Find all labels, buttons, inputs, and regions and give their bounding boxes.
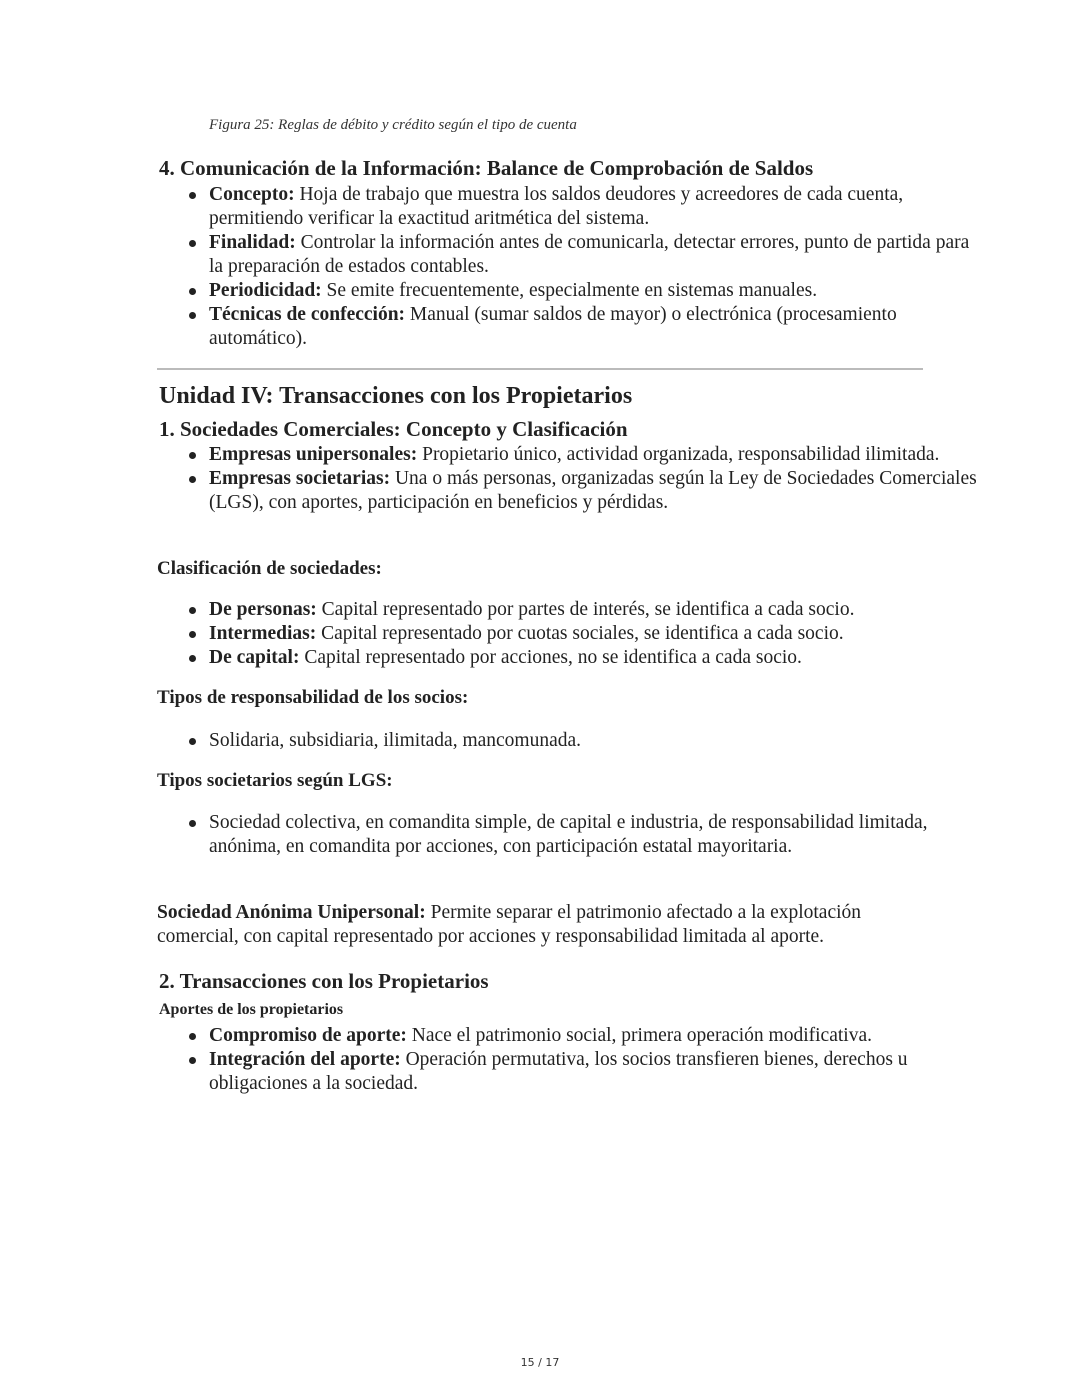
list-item (209, 622, 979, 646)
classification-list (159, 598, 979, 670)
item-term: Integración del aporte: (209, 1049, 401, 1070)
item-term: Concepto: (209, 184, 295, 205)
sau-text: Permite separar el patrimonio afectado a la explotación comercial, con capital representado por acciones y responsabilidad limitada al aporte. (157, 902, 862, 947)
list-item (209, 1048, 979, 1096)
list-item (209, 279, 979, 303)
list-item (209, 443, 979, 467)
list-item (209, 303, 979, 351)
list-item: Sociedad colectiva, en comandita simple, de capital e industria, de responsabilidad limitada, anónima, en comandita por acciones, con participación estatal mayoritaria. (209, 811, 979, 859)
list-item: Solidaria, subsidiaria, ilimitada, mancomunada. (209, 729, 979, 753)
list-item (209, 646, 979, 670)
item-text: Nace el patrimonio social, primera operación modificativa. (406, 1025, 872, 1046)
item-text: Manual (sumar saldos de mayor) o electrónica (procesamiento automático). (209, 304, 897, 349)
item-term: Compromiso de aporte: (209, 1025, 407, 1046)
item-term: Técnicas de confección: (209, 304, 406, 325)
section4-list (159, 183, 979, 351)
item-text: Propietario único, actividad organizada, responsabilidad ilimitada. (417, 444, 940, 465)
item-text: Controlar la información antes de comunicarla, detectar errores, punto de partida para la preparación de estados contables. (209, 232, 970, 277)
sau-term: Sociedad Anónima Unipersonal: (157, 902, 426, 923)
item-term: Periodicidad: (209, 280, 322, 301)
item-term: Intermedias: (209, 623, 317, 644)
list-item (209, 231, 979, 279)
lgs-list (159, 811, 979, 859)
item-text: Una o más personas, organizadas según la Ley de Sociedades Comerciales (LGS), con aportes, participación en beneficios y pérdidas. (209, 468, 977, 513)
item-term: De capital: (209, 647, 300, 668)
company-types-list (159, 443, 979, 515)
contributions-subheading: Aportes de los propietarios (159, 1001, 344, 1018)
item-term: De personas: (209, 599, 317, 620)
item-text: Hoja de trabajo que muestra los saldos deudores y acreedores de cada cuenta, permitiendo verificar la exactitud aritmética del sistema. (209, 184, 904, 229)
item-text: Capital representado por partes de interés, se identifica a cada socio. (316, 599, 855, 620)
contributions-list (159, 1024, 979, 1096)
list-item (209, 467, 979, 515)
classification-heading: Clasificación de sociedades: (157, 558, 382, 579)
list-item (209, 598, 979, 622)
figure-caption: Figura 25: Reglas de débito y crédito según el tipo de cuenta (209, 117, 577, 133)
list-item (209, 183, 979, 231)
divider (157, 368, 923, 370)
item-text: Capital representado por acciones, no se identifica a cada socio. (299, 647, 802, 668)
responsibility-list (159, 729, 979, 753)
section-heading-2: 2. Transacciones con los Propietarios (159, 969, 489, 993)
page-number: 15 / 17 (520, 1356, 560, 1369)
list-item (209, 1024, 979, 1048)
item-term: Empresas societarias: (209, 468, 391, 489)
item-text: Operación permutativa, los socios transfieren bienes, derechos u obligaciones a la sociedad. (209, 1049, 908, 1094)
responsibility-heading: Tipos de responsabilidad de los socios: (157, 687, 469, 708)
section-heading-4: 4. Comunicación de la Información: Balance de Comprobación de Saldos (159, 156, 814, 180)
section-heading-1: 1. Sociedades Comerciales: Concepto y Clasificación (159, 417, 628, 441)
item-term: Finalidad: (209, 232, 296, 253)
sau-paragraph (157, 901, 932, 949)
item-text: Capital representado por cuotas sociales, se identifica a cada socio. (316, 623, 844, 644)
item-term: Empresas unipersonales: (209, 444, 418, 465)
unit-title: Unidad IV: Transacciones con los Propietarios (159, 383, 633, 409)
lgs-heading: Tipos societarios según LGS: (157, 770, 393, 791)
item-text: Se emite frecuentemente, especialmente en sistemas manuales. (321, 280, 818, 301)
